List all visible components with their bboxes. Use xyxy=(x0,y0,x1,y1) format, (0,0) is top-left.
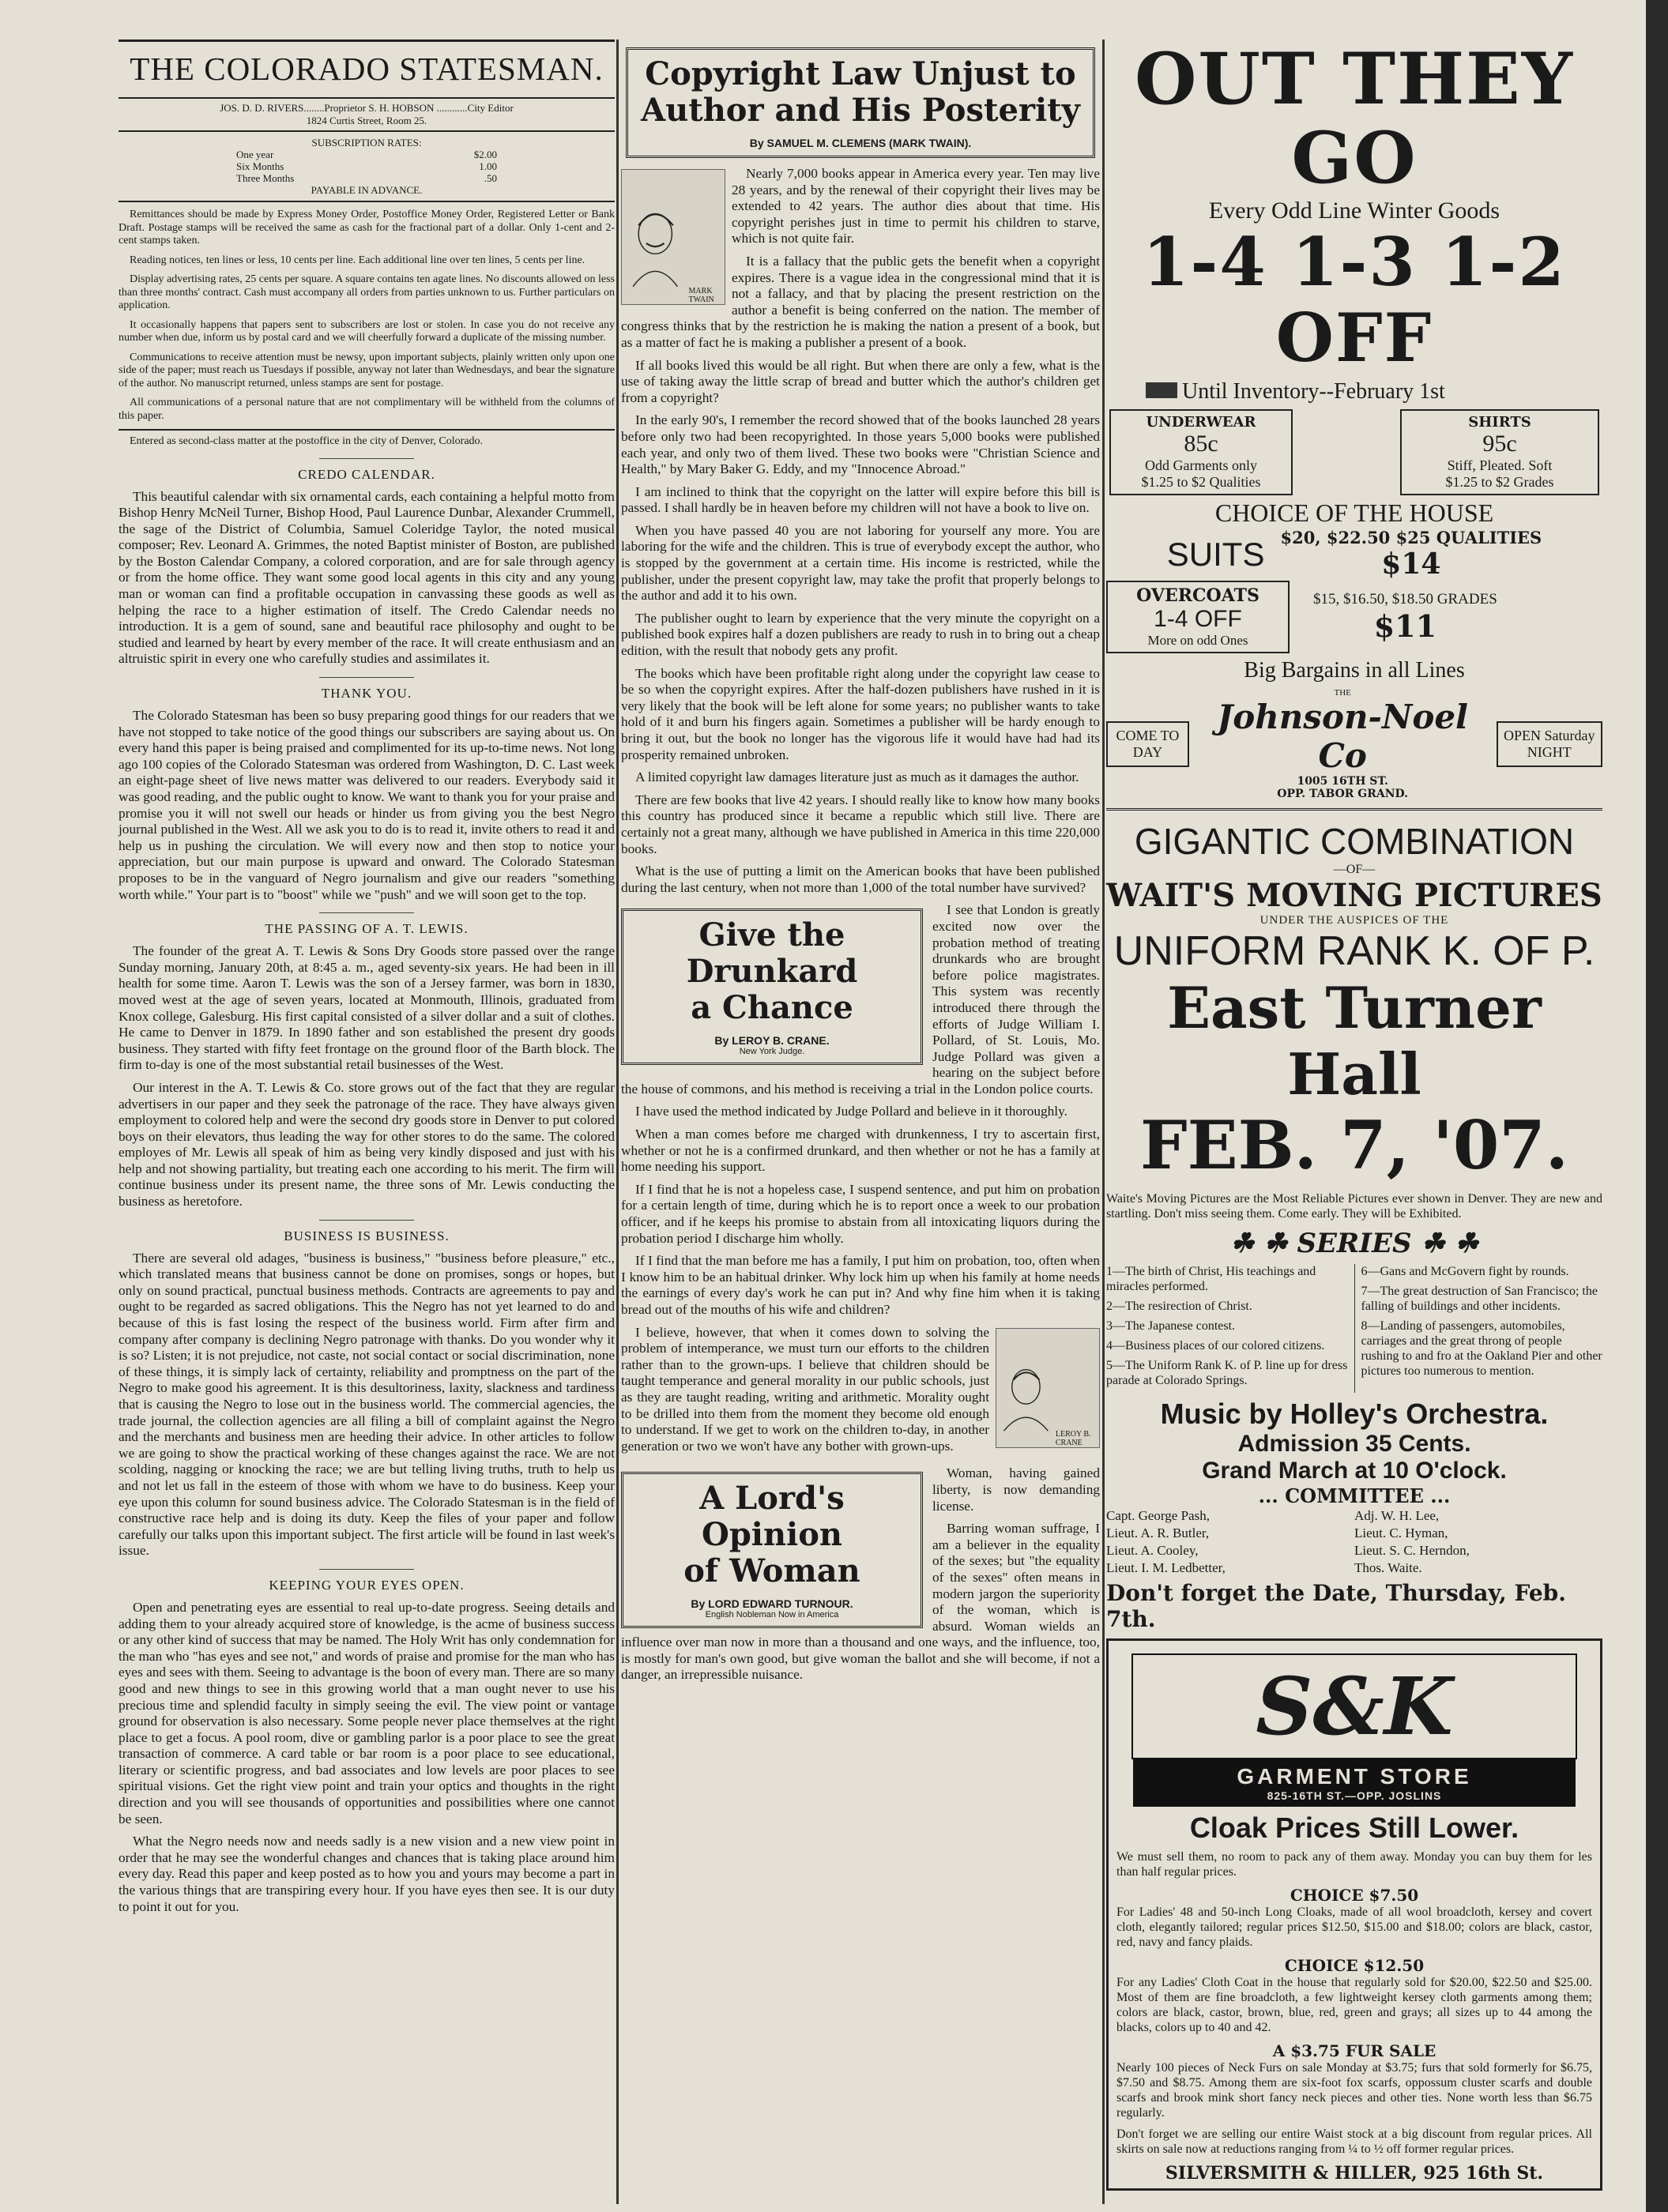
masthead-info: JOS. D. D. RIVERS........Proprietor S. H. HOBSON ............City Editor 1824 Curtis Street, Room 25. xyxy=(119,99,615,132)
heading-lewis: THE PASSING OF A. T. LEWIS. xyxy=(119,912,615,937)
rate-row: One year $2.00 xyxy=(236,149,497,160)
underwear-box: UNDERWEAR 85c Odd Garments only $1.25 to $2 Qualities xyxy=(1109,409,1293,495)
sk-logo: S&K xyxy=(1131,1653,1577,1759)
music-line: Music by Holley's Orchestra. xyxy=(1160,1398,1549,1430)
crane-headline-box: Give the Drunkard a Chance By LEROY B. CRANE. New York Judge. xyxy=(621,908,923,1065)
series-title: ☘ ☘ SERIES ☘ ☘ xyxy=(1229,1228,1479,1259)
choice-line: CHOICE OF THE HOUSE xyxy=(1214,498,1494,527)
committee-list: Capt. George Pash, Lieut. A. R. Butler, Lieut. A. Cooley, Lieut. I. M. Ledbetter, Adj. W. H. Lee, Lieut. C. Hyman, Lieut. S. C. Herndon, Thos. Waite. xyxy=(1106,1508,1470,1575)
heading-credo: CREDO CALENDAR. xyxy=(119,458,615,483)
article-business: There are several old adages, "business is business," "business before pleasure," etc., which translated means that business cannot be done on promises, songs or hopes, but only on sound practical, punctual business methods. Contracts are agreements to pay and ought to be regarded as sacred obligations. This the Negro has not yet learned to do and because of this is fast losing the respect of the business world. Firm after firm and company after company is declining Negro patronage with thanks. Do you wonder why it is so? Listen; it is not prejudice, not caste, not social contact or social discrimination, none of these things, it is simply lack of certainty, reliability and promptness on the part of the Negro to make good his agreement. It is this desultoriness, laxity, slackness and tardiness that is causing the Negro to lose out in the business world. The commercial agencies, the trade journal, the collection agencies are all filing a bill of complaint against the Negro and the merchants and business men are heeding their advice. In other articles to follow we are going to show the practical working of these changes against the race. We are not scolding, nagging or knocking the race; we are but telling living truths, truth to help us and not let us fall in the esteem of those with whom we have to do business. Keep your eye upon this column for sound business advice. The Colorado Statesman is in the field of constructive race help and is doing its duty. Keep the files of your paper and follow carefully our talks upon this important subject. The first article will be found in last week's issue. xyxy=(119,1250,615,1559)
committee-title: ... COMMITTEE ... xyxy=(1258,1484,1451,1507)
hand-icon xyxy=(1146,382,1177,398)
hall-line: East Turner Hall xyxy=(1167,974,1542,1108)
list-item: 1—The birth of Christ, His teachings and miracles performed. xyxy=(1106,1265,1316,1293)
masthead: THE COLORADO STATESMAN. xyxy=(119,40,615,99)
forget-line: Don't forget the Date, Thursday, Feb. 7th. xyxy=(1106,1580,1566,1632)
article-credo: This beautiful calendar with six ornamental cards, each containing a helpful motto from Bishop Henry McNeil Turner, Bishop Hood, Paul Laurence Dunbar, Alexander Crummell, the sage of the District of Columbia, Samuel Coleridge Taylor, the noted musical composer; Rev. Leonard A. Grimmes, the noted Baptist minister of Boston, are published by the Boston Calendar Company, a colored corporation, and are for sale through agency or from the home office. They want some good local agents in this city and any young man or woman can find a profitable occupation in canvassing these goods as well as helping the race to a higher estimation of itself. The Credo Calendar needs no introduction. It is a gem of sound, sane and beautiful race philosophy and ought to be studied and learned by heart by every member of the race. It will create enthusiasm and an altruistic spirit in every one who carefully studies and assimilates it. xyxy=(119,488,615,667)
article-eyes: Open and penetrating eyes are essential to real up-to-date progress. Seeing details and adding them to your already acquired store of knowledge, is the acme of business success or any other kind of success that may be named. The Holy Writ has only condemnation for the man who "has eyes and see not," and words of praise and promise for the man who has eyes and sees with them. Seeing to advantage is the boon of every man. There are so many good and new things to see in this growing world that a man ought never to use his precious time and splendid faculty in simply seeing the evil. The view point or vantage ground for observation is also necessary. Some people never place themselves at the right place to get a focus. A pool room, dive or gambling parlor is a poor place to see the great transaction of commerce. A card table or bar room is a poor place to see educational, literary or scientific progress, and bad associates and low levels are poor places to see spiritual visions. Get the right view point and train your optics and thoughts in the right direction and you will see thousands of opportunities and possibilities where one cannot be seen. xyxy=(119,1599,615,1826)
list-item: 8—Landing of passengers, automobiles, carriages and the great throng of people rushing to and fro at the Oakland Pier and other pictures too numerous to mention. xyxy=(1361,1319,1602,1378)
twain-portrait: MARK TWAIN xyxy=(621,169,725,305)
ad-until: Until Inventory--February 1st xyxy=(1146,379,1602,404)
column-3: OUT THEY GO Every Odd Line Winter Goods 1-4 1-3 1-2 OFF Until Inventory--February 1st UNDERWEAR 85c Odd Garments only $1.25 to $2 Qualities SHIRTS 95c Stiff, Pleated. Soft $1.25 to $2 Grades CHOICE OF THE HOUSE SUITS $20, $22.50 $25 QUALITIES $14 OVERCOATS 1-4 OFF More on odd Ones $15, $16.50, $18.50 GRADES $11 Big Bargains in all Lines COME TO DAY THE Johnson-Noel Co 1005 16TH ST. OPP. TABOR GRAND. OPEN Saturday NIGHT GIGANTIC COMBINATION —OF— WAIT'S MOVING PICTURES UNDER THE AUSPICES OF THE UNIFORM RANK K. OF P. East Turner Hall FEB. 7, '07. Waite's Moving Pictures are the Most Reliable Pictures ever shown in Denver. They are new and startling. Don't miss seeing them. Come early. They will be Exhibited. ☘ ☘ SERIES ☘ ☘ 1—The birth of Christ, His teachings and miracles performed. 2—The resirection of Christ. 3—The Japanese contest. 4—Business places of our colored citizens. 5—The Uniform Rank K. of P. line up for dress parade at Colorado Springs. 6—Gans and McGovern fight by rounds. 7—The great destruction of San Francisco; the falling of buildings and other incidents. 8—Landing of passengers, automobiles, carriages and the great throng of people rushing to and fro at the Oakland Pier and other pictures too numerous to mention. Music by Holley's Orchestra. Admission 35 Cents. Grand March at 10 O'clock. ... COMMITTEE ... Capt. George Pash, Lieut. A. R. Butler, Lieut. A. Cooley, Lieut. I. M. Ledbetter, Adj. W. H. Lee, Lieut. C. Hyman, Lieut. S. C. Herndon, Thos. Waite. Don't forget the Date, Thursday, Feb. 7th. S&K GARMENT STORE 825-16TH ST.—OPP. JOSLINS Cloak Prices Still Lower. We must sell them, no room to pack any of them away. Monday you can buy them for les than half regular prices. CHOICE $7.50 For Ladies' 48 and 50-inch Long Cloaks, made of all wool broadcloth, kersey and covert cloth, elegantly tailored; regular prices $12.50, $15.00 and $18.00; colors are black, castor, red, navy and fancy plaids. CHOICE $12.50 For any Ladies' Cloth Coat in the house that regularly sold for $20.00, $22.50 and $25.00. Most of them are fine broadcloth, a few lightweight kersey cloth garments among them; colors are black, castor, brown, blue, red, green and grays; all sizes up to 44 among the blacks, colors up to 40 and 42. A $3.75 FUR SALE Nearly 100 pieces of Neck Furs on sale Monday at $3.75; furs that sold formerly for $6.75, $7.50 and $8.75. Among them are six-foot fox scarfs, oppossum cluster scarfs and double scarfs and brook mink short fancy neck pieces and other ties. None worth less than $6.75 regularly. Don't forget we are selling our entire Waist stock at a big discount from regular prices. All skirts on sale now at reductions ranging from ¼ to ½ off former regular prices. SILVERSMITH & HILLER, 925 16th St. xyxy=(1106,40,1602,2191)
ad-item-boxes xyxy=(1106,409,1602,495)
list-item: 4—Business places of our colored citizens. xyxy=(1106,1339,1325,1352)
list-item: 6—Gans and McGovern fight by rounds. xyxy=(1361,1265,1569,1278)
come-today-box: COME TO DAY xyxy=(1106,721,1189,767)
article-lewis: The founder of the great A. T. Lewis & Sons Dry Goods store passed over the range Sunday morning, January 20th, at 8:45 a. m., aged seventy-six years. He had been in ill health for some time. Aaron T. Lewis was the son of a Jersey farmer, was born in 1830, moved west at the age of seven years, located at Monmouth, Illinois, graduated from Knox college, Galesburg. His first capital consisted of a silver dollar and a suit of clothes. He came to Denver in 1879. In 1890 father and son established the present dry goods business. They started with fifty feet frontage on the ground floor of the Barth block. The firm to-day is one of the most substantial retail businesses of the West. xyxy=(119,943,615,1073)
list-item: 5—The Uniform Rank K. of P. line up for dress parade at Colorado Springs. xyxy=(1106,1359,1348,1387)
column-2: Copyright Law Unjust to Author and His Posterity By SAMUEL M. CLEMENS (MARK TWAIN). MARK TWAIN Nearly 7,000 books appear in America every year. Ten may live 28 years, and by the renewal of their copyright their lives may be extended to 42 years. The author dies about that time. His copyright perishes just in time to permit his children to starve, which is not quite fair. It is a fallacy that the public gets the benefit when a copyright expires. There is a vague idea in the congressional mind that it is not a fallacy, and that by placing the present restriction on the author a benefit is being conferred on the nation. The member of congress thinks that by the restriction he is making the nation a present of a book, but as a matter of fact he is making a publisher a present of a book. If all books lived this would be all right. But when there are only a few, what is the use of taking away the little scrap of bread and butter which the author's children get from a copyright? In the early 90's, I remember the record showed that of the books launched 28 years before only two had been recopyrighted. In those years 5,000 books were published each year, and only two of them lived. These two books were "Christian Science and Health," by Mary Baker G. Eddy, and my "Innocence Abroad." I am inclined to think that the copyright on the latter will expire before this bill is passed. I shall hardly be in heaven before my children will not have a book to live on. When you have passed 40 you are not laboring for yourself any more. You are laboring for the wife and the children. This is true of everybody except the author, who is stopped by the government at a certain time. His income is restricted, while the publisher, under the present copyright law, may take the profit that properly belongs to the author and add it to his own. The publisher ought to learn by experience that the very minute the copyright on a published book expires half a dozen publishers are ready to rush in to bring out a cheap edition, with the result that nobody gets any profit. The books which have been profitable right along under the copyright law cease to be so when the copyright expires. After the half-dozen publishers have rushed in it is very likely that the book will be left alone for some years; no publisher wants to take hold of it and burn his fingers again. Sometimes a publisher will be hardy enough to bring it out, but the book no longer has the vigorous life it would have had had its prosperity remained unbroken. A limited copyright law damages literature just as much as it damages the author. There are few books that live 42 years. I should really like to know how many books this country has produced since it became a republic which still live. There are certainly not a great many, although we have published in America in this time 220,000 books. What is the use of putting a limit on the American books that have been published during the last century, when not more than 1,000 of the total number have survived? Give the Drunkard a Chance By LEROY B. CRANE. New York Judge. I see that London is greatly excited now over the probation method of treating drunkards who are brought before police magistrates. This system was recently introduced there through the efforts of Judge William I. Pollard, of St. Louis, Mo. Judge Pollard was given a hearing on the subject before the house of commons, and his method is receiving a trial in the London police courts. I have used the method indicated by Judge Pollard and believe in it thoroughly. When a man comes before me charged with drunkenness, I try to ascertain first, whether or not he is a confirmed drunkard, and then whether or not he has a family at home needing his support. If I find that he is not a hopeless case, I suspend sentence, and put him on probation for a certain length of time, during which he is to report once a week to our probation officer, and if he keeps his promise to abstain from all intoxicating liquors during the probation period I discharge him wholly. If I find that the man before me has a family, I put him on probation, too, often when I know him to be an habitual drinker. Why lock him up when his family at home needs the earnings of every day's work he can put in? And why fine him when it is taking bread out of the mouths of his wife and children? LEROY B. CRANE I believe, however, that when it comes down to solving the problem of intemperance, we must turn our efforts to the children rather than to the grown-ups. I believe that children should be taught temperance and general morality in our public schools, just as they are taught reading, writing and arithmetic. Morality ought to be drilled into them from the moment they become old enough to understand. If we get to work on the children to-day, in another generation or two we won't have any bother with grown-ups. A Lord's Opinion of Woman By LORD EDWARD TURNOUR. English Nobleman Now in America Woman, having gained liberty, is now demanding license. Barring woman suffrage, I am a believer in the equality of the sexes; but "the equality of the sexes" often means in modern jargon the superiority of the woman, which is absurd. Woman wields an influence over man now in more than a thousand and one ways, and the influence, too, is mostly for man's own good, but give woman the ballot and she will become, if not a danger, an irrepressible nuisance. xyxy=(621,40,1100,1690)
series-right xyxy=(1355,1264,1603,1393)
heading-business: BUSINESS IS BUSINESS. xyxy=(119,1220,615,1244)
twain-headline-box xyxy=(626,47,1095,158)
column-rule xyxy=(616,40,619,2204)
store-logo: THE Johnson-Noel Co 1005 16TH ST. OPP. TABOR GRAND. xyxy=(1217,688,1469,800)
cloak-title: Cloak Prices Still Lower. xyxy=(1189,1811,1519,1844)
column-rule xyxy=(1102,40,1105,2204)
open-saturday-box: OPEN Saturday NIGHT xyxy=(1497,721,1602,767)
heading-thank-you: THANK YOU. xyxy=(119,677,615,702)
subscription-rates: SUBSCRIPTION RATES: One year $2.00 Six Months 1.00 Three Months .50 PAYABLE IN ADVANCE. xyxy=(119,132,615,202)
garment-store-banner: GARMENT STORE 825-16TH ST.—OPP. JOSLINS xyxy=(1133,1759,1576,1807)
article-eyes: What the Negro needs now and needs sadly is a new vision and a new view point in order that he may see the wonderful changes and chances that is taking place around him every day. Read this paper and keep posted as to how you and yours may become a part in the various things that are transpiring every hour. If you have eyes then see. It is our duty to point it out for you. xyxy=(119,1834,615,1914)
ad-fractions: 1-4 1-3 1-2 OFF xyxy=(1143,223,1566,377)
suits-line: SUITS $20, $22.50 $25 QUALITIES $14 xyxy=(1166,528,1542,581)
rate-row: Six Months 1.00 xyxy=(236,160,497,172)
twain-title: Copyright Law Unjust to Author and His Posterity xyxy=(641,55,1080,129)
march-line: Grand March at 10 O'clock. xyxy=(1202,1458,1507,1484)
intro-paragraph: Waite's Moving Pictures are the Most Reliable Pictures ever shown in Denver. They are new and startling. Don't miss seeing them. Come early. They will be Exhibited. xyxy=(1106,1192,1602,1221)
series-list xyxy=(1106,1264,1602,1393)
shirts-box: SHIRTS 95c Stiff, Pleated. Soft $1.25 to $2 Grades xyxy=(1400,409,1599,495)
ad-subhead: Every Odd Line Winter Goods xyxy=(1208,198,1500,224)
entered-notice: Entered as second-class matter at the postoffice in the city of Denver, Colorado. xyxy=(130,435,484,447)
overcoats-box: OVERCOATS 1-4 OFF More on odd Ones xyxy=(1106,581,1290,653)
scan-edge xyxy=(1646,0,1668,2212)
admission-line: Admission 35 Cents. xyxy=(1237,1431,1471,1457)
list-item: 7—The great destruction of San Francisco; the falling of buildings and other incidents. xyxy=(1361,1285,1598,1313)
lord-headline-box: A Lord's Opinion of Woman By LORD EDWARD TURNOUR. English Nobleman Now in America xyxy=(621,1472,923,1628)
article-thank-you: The Colorado Statesman has been so busy preparing good things for our readers that we have not stopped to take notice of the good things our subscribers are saying about us. On every hand this paper is being praised and complimented for its up-to-time news. Not long ago 100 copies of the Colorado Statesman was ordered from Washington, D. C. Last week an eight-page sheet of live news matter was delivered to our readers. Everybody said it was good reading, and the public ought to know. We want to thank you for your praise and promise you it will not swell our heads or hinder us from giving you the best Negro journal published in the West. All we ask you to do is to read it, invite others to read it and help us in pushing the circulation. We will every now and then stop to notice your appreciation, but our main purpose is upward and onward. The Colorado Statesman proposes to be in the vanguard of Negro journalism and give our readers "something worth while." Your part is to "boost" while we "push" and we will soon get to the top. xyxy=(119,708,615,902)
leaf-icon: ☘ ☘ xyxy=(1229,1228,1297,1259)
rate-row: Three Months .50 xyxy=(236,172,497,184)
bargains-line: Big Bargains in all Lines xyxy=(1244,658,1465,683)
twain-byline: By SAMUEL M. CLEMENS (MARK TWAIN). xyxy=(749,137,972,149)
silversmith-line: SILVERSMITH & HILLER, 925 16th St. xyxy=(1165,2163,1544,2184)
leaf-icon: ☘ ☘ xyxy=(1411,1228,1479,1259)
uniform-line: UNIFORM RANK K. OF P. xyxy=(1113,928,1595,974)
store-line xyxy=(1106,688,1602,811)
list-item: 3—The Japanese contest. xyxy=(1106,1319,1236,1333)
portrait-sketch-icon xyxy=(996,1345,1056,1447)
column-1 xyxy=(119,40,615,1921)
event-date: FEB. 7, '07. xyxy=(1140,1106,1568,1184)
list-item: 2—The resirection of Christ. xyxy=(1106,1300,1252,1313)
sk-ad: S&K GARMENT STORE 825-16TH ST.—OPP. JOSLINS Cloak Prices Still Lower. We must sell them, no room to pack any of them away. Monday you can buy them for les than half regular prices. CHOICE $7.50 For Ladies' 48 and 50-inch Long Cloaks, made of all wool broadcloth, kersey and covert cloth, elegantly tailored; regular prices $12.50, $15.00 and $18.00; colors are black, castor, red, navy and fancy plaids. CHOICE $12.50 For any Ladies' Cloth Coat in the house that regularly sold for $20.00, $22.50 and $25.00. Most of them are fine broadcloth, a few lightweight kersey cloth garments among them; colors are black, castor, brown, blue, red, green and grays; all sizes up to 44 among the blacks, colors up to 40 and 42. A $3.75 FUR SALE Nearly 100 pieces of Neck Furs on sale Monday at $3.75; furs that sold formerly for $6.75, $7.50 and $8.75. Among them are six-foot fox scarfs, oppossum cluster scarfs and double scarfs and brook mink short fancy neck pieces and other ties. None worth less than $6.75 regularly. Don't forget we are selling our entire Waist stock at a big discount from regular prices. All skirts on sale now at reductions ranging from ¼ to ½ off former regular prices. SILVERSMITH & HILLER, 925 16th St. xyxy=(1106,1638,1602,2191)
series-left xyxy=(1106,1264,1355,1393)
waits-line: WAIT'S MOVING PICTURES xyxy=(1106,877,1602,914)
portrait-sketch-icon xyxy=(622,186,689,304)
crane-portrait: LEROY B. CRANE xyxy=(996,1328,1100,1448)
notices: Remittances should be made by Express Money Order, Postoffice Money Order, Registered Letter or Bank Draft. Postage stamps will be received the same as cash for the fractional part of a dollar. Only 1-cent and 2-cent stamps taken. Reading notices, ten lines or less, 10 cents per line. Each additional line over ten lines, 5 cents per line. Display advertising rates, 25 cents per square. A square contains ten agate lines. No discounts allowed on less than three months' contract. Cash must accompany all orders from parties unknown to us. Further particulars on application. It occasionally happens that papers sent to subscribers are lost or stolen. In case you do not receive any number when due, inform us by postal card and we will cheerfully forward a duplicate of the missing number. Communications to receive attention must be newsy, upon important subjects, plainly written only upon one side of the paper; must reach us Tuesdays if possible, anyway not later than Wednesdays, and bear the signature of the author. No manuscript returned, unless stamps are sent for postage. All communications of a personal nature that are not complimentary will be withheld from the columns of this paper. xyxy=(119,202,615,431)
gigantic-line: GIGANTIC COMBINATION xyxy=(1134,821,1575,862)
ad-headline: OUT THEY GO xyxy=(1134,37,1575,200)
article-lewis: Our interest in the A. T. Lewis & Co. store grows out of the fact that they are regular advertisers in our paper and they seek the patronage of the race. They have always given employment to colored help and were the second dry goods store in Denver to put colored boys on their elevators, thus leading the way for other stores to do the same. The colored employes of Mr. Lewis all speak of him as being very kindly disposed and just with his help and not showing partiality, but treating each one according to his merit. The firm will continue business under its present name, the three sons of Mr. Lewis conducting the business as heretofore. xyxy=(119,1079,615,1209)
overcoats-line: OVERCOATS 1-4 OFF More on odd Ones $15, $16.50, $18.50 GRADES $11 xyxy=(1106,581,1602,653)
heading-eyes: KEEPING YOUR EYES OPEN. xyxy=(119,1569,615,1593)
